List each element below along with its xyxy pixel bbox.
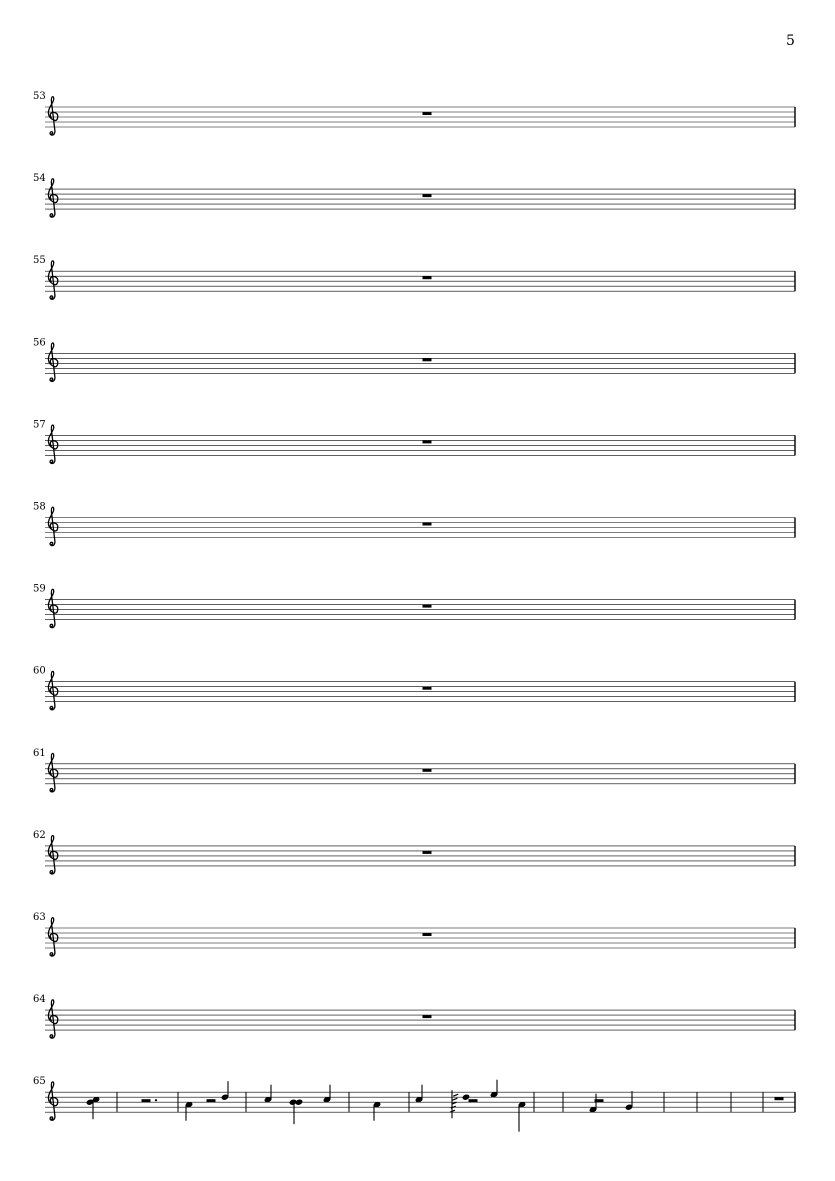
measure-number: 63	[33, 912, 46, 923]
treble-clef-icon	[48, 753, 57, 791]
treble-clef-icon	[48, 97, 57, 135]
measure-number: 60	[33, 665, 46, 677]
treble-clef-icon	[48, 261, 57, 299]
staff-system	[33, 830, 795, 874]
staff-system	[33, 502, 795, 546]
treble-clef-icon	[48, 425, 57, 463]
half-rest-icon	[142, 1099, 151, 1102]
staff-system	[33, 337, 795, 381]
treble-clef-icon	[48, 1000, 57, 1038]
whole-rest-icon	[423, 933, 432, 936]
half-rest-icon	[595, 1099, 604, 1102]
staff-system	[33, 994, 795, 1038]
measure-number: 56	[33, 337, 46, 349]
treble-clef-icon	[48, 1082, 57, 1120]
whole-rest-icon	[423, 523, 432, 526]
treble-clef-icon	[48, 179, 57, 217]
whole-rest-icon	[423, 358, 432, 361]
measure-number: 61	[33, 747, 46, 759]
whole-rest-icon	[423, 687, 432, 690]
half-rest-icon	[207, 1099, 216, 1102]
note-head	[295, 1099, 304, 1106]
staff-system	[33, 748, 795, 792]
measure-number: 57	[33, 419, 46, 431]
whole-rest-icon	[775, 1097, 784, 1100]
whole-rest-icon	[423, 851, 432, 854]
measure-number: 59	[33, 583, 46, 595]
treble-clef-icon	[48, 671, 57, 709]
measure-number: 58	[33, 501, 46, 513]
whole-rest-icon	[423, 276, 432, 279]
staff-system	[33, 666, 795, 710]
whole-rest-icon	[423, 1015, 432, 1018]
measure-number: 64	[33, 994, 46, 1006]
staff-system	[33, 912, 795, 956]
treble-clef-icon	[48, 589, 57, 627]
measure-number: 55	[33, 255, 46, 267]
whole-rest-icon	[423, 605, 432, 608]
staff-system	[33, 419, 795, 463]
whole-rest-icon	[423, 769, 432, 772]
treble-clef-icon	[48, 836, 57, 874]
measure-number: 53	[33, 91, 46, 102]
treble-clef-icon	[48, 343, 57, 381]
whole-rest-icon	[423, 440, 432, 443]
staff-system	[33, 1076, 795, 1132]
staff-system	[33, 255, 795, 299]
half-rest-icon	[469, 1099, 478, 1102]
page-number: 5	[786, 33, 795, 49]
staff-system	[33, 173, 795, 217]
dot	[155, 1099, 157, 1101]
measure-number: 54	[33, 173, 46, 185]
staff-system	[33, 91, 795, 135]
measure-number: 65	[33, 1076, 46, 1088]
treble-clef-icon	[48, 918, 57, 956]
whole-rest-icon	[423, 112, 432, 115]
staff-system	[33, 584, 795, 628]
whole-rest-icon	[423, 194, 432, 197]
measure-number: 62	[33, 829, 46, 841]
flag	[452, 1098, 457, 1100]
treble-clef-icon	[48, 507, 57, 545]
flag	[453, 1094, 458, 1096]
